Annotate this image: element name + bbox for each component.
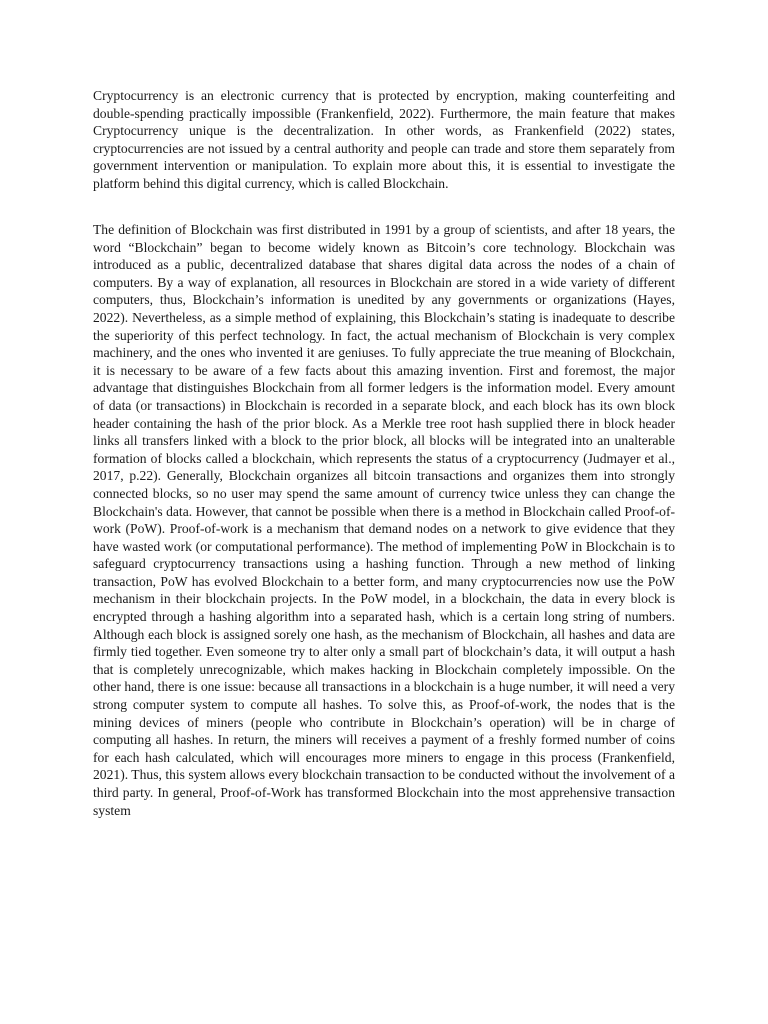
paragraph-cryptocurrency-intro: Cryptocurrency is an electronic currency that is protected by encryption, making counterfeiting and double-spending practically impossible (Frankenfield, 2022). Furthermore, the main feature that makes Cryptocurrency unique is the decentralization. In other words, as Frankenfield (2022) states, cryptocurrencies are not issued by a central authority and people can trade and store them separately from government intervention or manipulation. To explain more about this, it is essential to investigate the platform behind this digital currency, which is called Blockchain. [93, 88, 675, 191]
paragraph-blockchain-definition: The definition of Blockchain was first distributed in 1991 by a group of scientists, and after 18 years, the word “Blockchain” began to become widely known as Bitcoin’s core technology. Blockchain was introduced as a public, decentralized database that shares digital data across the nodes of a chain of computers. By a way of explanation, all resources in Blockchain are stored in a wide variety of different computers, thus, Blockchain’s information is unedited by any governments or organizations (Hayes, 2022). Nevertheless, as a simple method of explaining, this Blockchain’s stating is inadequate to describe the superiority of this perfect technology. In fact, the actual mechanism of Blockchain is very complex machinery, and the ones who invented it are geniuses. To fully appreciate the true meaning of Blockchain, it is necessary to be aware of a few facts about this amazing invention. First and foremost, the major advantage that distinguishes Blockchain from all former ledgers is the information model. Every amount of data (or transactions) in Blockchain is recorded in a separate block, and each block has its own block header containing the hash of the prior block. As a Merkle tree root hash supplied there in block header links all transfers linked with a block to the prior block, all blocks will be integrated into an unalterable formation of blocks called a blockchain, which represents the status of a cryptocurrency (Judmayer et al., 2017, p.22). Generally, Blockchain organizes all bitcoin transactions and organizes them into strongly connected blocks, so no user may spend the same amount of currency twice unless they can change the Blockchain's data. However, that cannot be possible when there is a method in Blockchain called Proof-of-work (PoW). Proof-of-work is a mechanism that demand nodes on a network to give evidence that they have wasted work (or computational performance). The method of implementing PoW in Blockchain is to safeguard cryptocurrency transactions using a hashing function. Through a new method of linking transaction, PoW has evolved Blockchain to a better form, and many cryptocurrencies now use the PoW mechanism in their blockchain projects. In the PoW model, in a blockchain, the data in every block is encrypted through a hashing algorithm into a separated hash, which is a certain long string of numbers. Although each block is assigned sorely one hash, as the mechanism of Blockchain, all hashes and data are firmly tied together. Even someone try to alter only a small part of blockchain’s data, it will output a hash that is completely unrecognizable, which makes hacking in Blockchain completely impossible. On the other hand, there is one issue: because all transactions in a blockchain is a huge number, it will need a very strong computer system to compute all hashes. To solve this, as Proof-of-work, the nodes that is the mining devices of miners (people who contribute in Blockchain’s operation) will be in charge of computing all hashes. In return, the miners will receives a payment of a freshly formed number of coins for each hash calculated, which will encourages more miners to engage in this process (Frankenfield, 2021). Thus, this system allows every blockchain transaction to be conducted without the involvement of a third party. In general, Proof-of-Work has transformed Blockchain into the most apprehensive transaction system [93, 222, 675, 818]
